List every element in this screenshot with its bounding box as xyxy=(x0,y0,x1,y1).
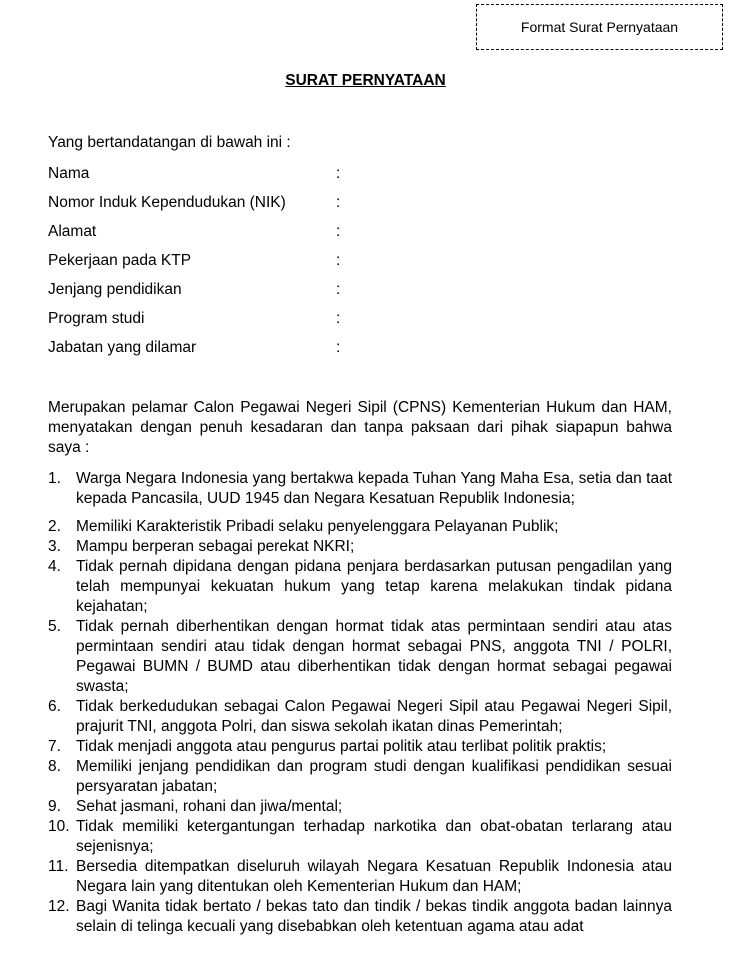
field-label: Jabatan yang dilamar xyxy=(48,339,197,356)
field-label: Pekerjaan pada KTP xyxy=(48,252,192,269)
list-text: Bersedia ditempatkan diseluruh wilayah Negara Kesatuan Republik Indonesia atau Negara lain yang ditentukan oleh Kementerian Hukum dan HAM; xyxy=(76,858,672,895)
field-colon: : xyxy=(336,252,341,269)
list-text: Mampu berperan sebagai perekat NKRI; xyxy=(76,538,355,555)
list-text: Tidak pernah dipidana dengan pidana penjara berdasarkan putusan pengadilan yang telah mempunyai kekuatan hukum yang tetap karena melakukan tindak pidana kejahatan; xyxy=(76,558,672,615)
field-label: Program studi xyxy=(48,310,145,327)
list-number: 5. xyxy=(48,618,61,635)
field-colon: : xyxy=(336,194,341,211)
field-row-occupation xyxy=(48,250,368,279)
list-number: 11. xyxy=(48,858,69,875)
list-item xyxy=(48,797,672,817)
list-text: Tidak pernah diberhentikan dengan hormat tidak atas permintaan sendiri atau atas permintaan sendiri atau tidak dengan hormat sebagai PNS, anggota TNI / POLRI, Pegawai BUMN / BUMD atau diberhentikan tidak dengan hormat sebagai pegawai swasta; xyxy=(76,618,672,695)
field-colon: : xyxy=(336,281,341,298)
list-text: Memiliki Karakteristik Pribadi selaku penyelenggara Pelayanan Publik; xyxy=(76,518,559,535)
list-item xyxy=(48,469,672,509)
list-item xyxy=(48,557,672,617)
field-label: Nomor Induk Kependudukan (NIK) xyxy=(48,194,286,211)
list-text: Tidak memiliki ketergantungan terhadap narkotika dan obat-obatan terlarang atau sejenisnya; xyxy=(76,818,672,855)
statement-paragraph: Merupakan pelamar Calon Pegawai Negeri Sipil (CPNS) Kementerian Hukum dan HAM, menyatakan dengan penuh kesadaran dan tanpa paksaan dari pihak siapapun bahwa saya : xyxy=(48,399,672,456)
list-number: 3. xyxy=(48,538,61,555)
list-item xyxy=(48,817,672,857)
list-text: Memiliki jenjang pendidikan dan program studi dengan kualifikasi pendidikan sesuai persyaratan jabatan; xyxy=(76,758,672,795)
list-item xyxy=(48,737,672,757)
list-number: 12. xyxy=(48,898,70,915)
format-label: Format Surat Pernyataan xyxy=(520,19,679,35)
list-text: Warga Negara Indonesia yang bertakwa kepada Tuhan Yang Maha Esa, setia dan taat kepada Pancasila, UUD 1945 dan Negara Kesatuan Republik Indonesia; xyxy=(76,470,672,507)
field-colon: : xyxy=(336,223,341,240)
field-row-name xyxy=(48,163,368,192)
field-row-education-level xyxy=(48,279,368,308)
statement-list xyxy=(48,469,672,937)
field-label: Alamat xyxy=(48,223,97,240)
list-item xyxy=(48,757,672,797)
list-text: Bagi Wanita tidak bertato / bekas tato dan tindik / bekas tindik anggota badan lainnya selain di telinga kecuali yang disebabkan oleh ketentuan agama atau adat xyxy=(76,898,672,935)
list-number: 10. xyxy=(48,818,70,835)
field-colon: : xyxy=(336,165,341,182)
list-text: Tidak menjadi anggota atau pengurus partai politik atau terlibat politik praktis; xyxy=(76,738,607,755)
list-number: 9. xyxy=(48,798,61,815)
list-item xyxy=(48,517,672,537)
field-label: Nama xyxy=(48,165,90,182)
identity-fields xyxy=(48,163,368,366)
field-colon: : xyxy=(336,310,341,327)
intro-text: Yang bertandatangan di bawah ini : xyxy=(48,134,291,151)
field-label: Jenjang pendidikan xyxy=(48,281,182,298)
list-text: Sehat jasmani, rohani dan jiwa/mental; xyxy=(76,798,343,815)
list-item xyxy=(48,617,672,697)
field-row-address xyxy=(48,221,368,250)
page-title: SURAT PERNYATAAN xyxy=(285,72,446,89)
field-row-nik xyxy=(48,192,368,221)
list-text: Tidak berkedudukan sebagai Calon Pegawai Negeri Sipil atau Pegawai Negeri Sipil, prajurit TNI, anggota Polri, dan siswa sekolah ikatan dinas Pemerintah; xyxy=(76,698,672,735)
list-number: 4. xyxy=(48,558,61,575)
format-label-box xyxy=(476,4,723,50)
field-colon: : xyxy=(336,339,341,356)
list-item xyxy=(48,697,672,737)
list-number: 6. xyxy=(48,698,61,715)
field-row-position xyxy=(48,337,368,366)
field-row-study-program xyxy=(48,308,368,337)
list-item xyxy=(48,537,672,557)
list-number: 8. xyxy=(48,758,61,775)
list-number: 7. xyxy=(48,738,61,755)
list-item xyxy=(48,857,672,897)
list-item xyxy=(48,897,672,937)
list-number: 1. xyxy=(48,470,61,487)
list-number: 2. xyxy=(48,518,61,535)
